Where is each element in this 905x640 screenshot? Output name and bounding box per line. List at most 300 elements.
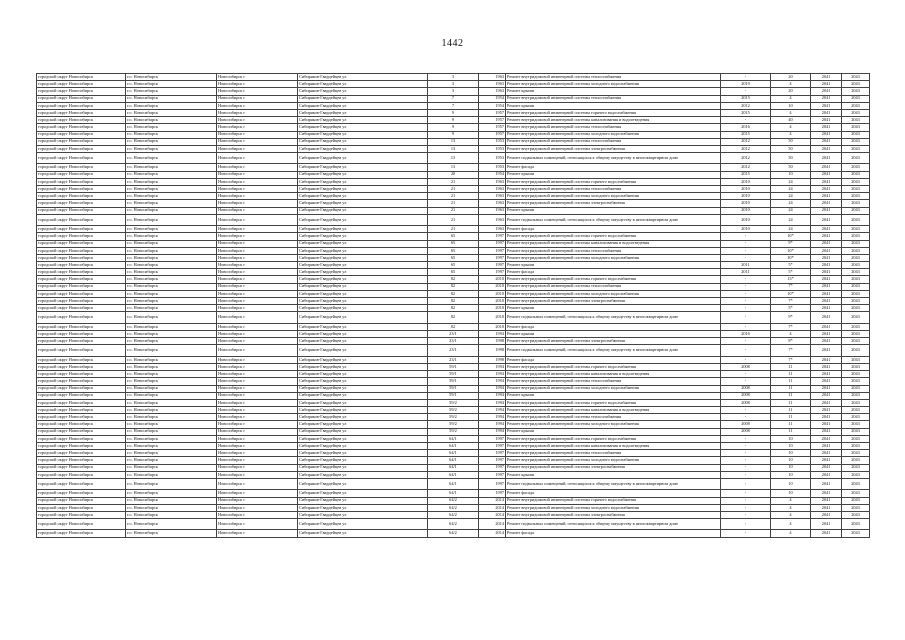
table-row <box>37 186 870 193</box>
year-built-cell: 1963 <box>479 207 506 214</box>
last-repair-year-cell: - <box>721 312 771 323</box>
municipality-cell: городской округ Новосибирск <box>37 414 126 421</box>
house-number-cell: 64/1 <box>428 435 479 442</box>
municipality-cell: городской округ Новосибирск <box>37 178 126 185</box>
period-end-cell: 2043 <box>842 421 870 428</box>
street-cell: Сибиряков-Гвардейцев ул <box>298 247 428 254</box>
district-cell: г.о. Новосибирск <box>126 392 217 399</box>
period-start-cell: 2041 <box>811 421 842 428</box>
period-end-cell: 2043 <box>842 200 870 207</box>
locality-cell: Новосибирск г <box>217 109 298 116</box>
year-built-cell: 1963 <box>479 88 506 95</box>
street-cell: Сибиряков-Гвардейцев ул <box>298 88 428 95</box>
last-repair-year-cell: - <box>721 338 771 345</box>
locality-cell: Новосибирск г <box>217 323 298 330</box>
locality-cell: Новосибирск г <box>217 414 298 421</box>
house-number-cell: 23/1 <box>428 345 479 356</box>
house-number-cell: 65 <box>428 254 479 261</box>
table-row <box>37 138 870 145</box>
last-repair-year-cell: 2010 <box>721 193 771 200</box>
wear-cell: 13* <box>771 276 811 283</box>
house-number-cell: 23/1 <box>428 356 479 363</box>
year-built-cell: 1997 <box>479 457 506 464</box>
period-end-cell: 2043 <box>842 81 870 88</box>
table-row <box>37 269 870 276</box>
year-built-cell: 1997 <box>479 247 506 254</box>
last-repair-year-cell: 2012 <box>721 164 771 171</box>
street-cell: Сибиряков-Гвардейцев ул <box>298 193 428 200</box>
work-type-cell: Ремонт крыши <box>506 471 721 478</box>
locality-cell: Новосибирск г <box>217 363 298 370</box>
wear-cell: 10 <box>771 443 811 450</box>
year-built-cell: 1998 <box>479 345 506 356</box>
period-end-cell: 2043 <box>842 117 870 124</box>
street-cell: Сибиряков-Гвардейцев ул <box>298 363 428 370</box>
wear-cell: 11 <box>771 407 811 414</box>
district-cell: г.о. Новосибирск <box>126 124 217 131</box>
locality-cell: Новосибирск г <box>217 450 298 457</box>
house-number-cell: 82 <box>428 305 479 312</box>
locality-cell: Новосибирск г <box>217 164 298 171</box>
last-repair-year-cell: - <box>721 345 771 356</box>
period-start-cell: 2041 <box>811 153 842 164</box>
wear-cell: 11 <box>771 371 811 378</box>
locality-cell: Новосибирск г <box>217 305 298 312</box>
period-start-cell: 2041 <box>811 233 842 240</box>
district-cell: г.о. Новосибирск <box>126 511 217 518</box>
period-start-cell: 2041 <box>811 131 842 138</box>
street-cell: Сибиряков-Гвардейцев ул <box>298 407 428 414</box>
period-end-cell: 2043 <box>842 138 870 145</box>
locality-cell: Новосибирск г <box>217 443 298 450</box>
district-cell: г.о. Новосибирск <box>126 74 217 81</box>
last-repair-year-cell: - <box>721 530 771 537</box>
district-cell: г.о. Новосибирск <box>126 443 217 450</box>
wear-cell: 24 <box>771 178 811 185</box>
last-repair-year-cell: - <box>721 443 771 450</box>
last-repair-year-cell: 2010 <box>721 200 771 207</box>
year-built-cell: 1963 <box>479 81 506 88</box>
municipality-cell: городской округ Новосибирск <box>37 392 126 399</box>
period-start-cell: 2041 <box>811 450 842 457</box>
period-end-cell: 2043 <box>842 392 870 399</box>
year-built-cell: 1954 <box>479 102 506 109</box>
municipality-cell: городской округ Новосибирск <box>37 435 126 442</box>
wear-cell: 20 <box>771 74 811 81</box>
street-cell: Сибиряков-Гвардейцев ул <box>298 414 428 421</box>
municipality-cell: городской округ Новосибирск <box>37 478 126 489</box>
period-end-cell: 2043 <box>842 511 870 518</box>
table-row <box>37 385 870 392</box>
locality-cell: Новосибирск г <box>217 497 298 504</box>
period-start-cell: 2041 <box>811 200 842 207</box>
municipality-cell: городской округ Новосибирск <box>37 298 126 305</box>
street-cell: Сибиряков-Гвардейцев ул <box>298 421 428 428</box>
year-built-cell: 2010 <box>479 276 506 283</box>
municipality-cell: городской округ Новосибирск <box>37 102 126 109</box>
table-row <box>37 323 870 330</box>
wear-cell: 9* <box>771 240 811 247</box>
period-start-cell: 2041 <box>811 81 842 88</box>
locality-cell: Новосибирск г <box>217 269 298 276</box>
municipality-cell: городской округ Новосибирск <box>37 345 126 356</box>
district-cell: г.о. Новосибирск <box>126 421 217 428</box>
municipality-cell: городской округ Новосибирск <box>37 171 126 178</box>
table-row <box>37 178 870 185</box>
house-number-cell: 65 <box>428 233 479 240</box>
last-repair-year-cell: - <box>721 378 771 385</box>
year-built-cell: 1994 <box>479 330 506 337</box>
wear-cell: 4 <box>771 131 811 138</box>
street-cell: Сибиряков-Гвардейцев ул <box>298 457 428 464</box>
municipality-cell: городской округ Новосибирск <box>37 153 126 164</box>
wear-cell: 4 <box>771 330 811 337</box>
house-number-cell: 21 <box>428 178 479 185</box>
period-end-cell: 2043 <box>842 226 870 233</box>
house-number-cell: 21 <box>428 200 479 207</box>
repair-schedule-table <box>36 73 870 538</box>
wear-cell: 7* <box>771 356 811 363</box>
locality-cell: Новосибирск г <box>217 207 298 214</box>
house-number-cell: 20 <box>428 171 479 178</box>
locality-cell: Новосибирск г <box>217 240 298 247</box>
work-type-cell: Ремонт подвальных помещений, относящихся к общему имуществу в многоквартирном доме <box>506 312 721 323</box>
wear-cell: 10 <box>771 464 811 471</box>
street-cell: Сибиряков-Гвардейцев ул <box>298 385 428 392</box>
period-end-cell: 2043 <box>842 109 870 116</box>
year-built-cell: 1963 <box>479 214 506 225</box>
locality-cell: Новосибирск г <box>217 95 298 102</box>
district-cell: г.о. Новосибирск <box>126 138 217 145</box>
work-type-cell: Ремонт внутридомовой инженерной системы холодного водоснабжения <box>506 421 721 428</box>
period-end-cell: 2043 <box>842 298 870 305</box>
locality-cell: Новосибирск г <box>217 330 298 337</box>
table-row <box>37 276 870 283</box>
table-row <box>37 312 870 323</box>
wear-cell: 5* <box>771 269 811 276</box>
district-cell: г.о. Новосибирск <box>126 435 217 442</box>
period-start-cell: 2041 <box>811 74 842 81</box>
locality-cell: Новосибирск г <box>217 312 298 323</box>
work-type-cell: Ремонт внутридомовой инженерной системы холодного водоснабжения <box>506 131 721 138</box>
wear-cell: 50 <box>771 138 811 145</box>
locality-cell: Новосибирск г <box>217 247 298 254</box>
year-built-cell: 1997 <box>479 262 506 269</box>
locality-cell: Новосибирск г <box>217 81 298 88</box>
table-row <box>37 363 870 370</box>
street-cell: Сибиряков-Гвардейцев ул <box>298 504 428 511</box>
wear-cell: 40 <box>771 117 811 124</box>
wear-cell: 10 <box>771 435 811 442</box>
period-start-cell: 2041 <box>811 330 842 337</box>
period-end-cell: 2043 <box>842 435 870 442</box>
municipality-cell: городской округ Новосибирск <box>37 240 126 247</box>
municipality-cell: городской округ Новосибирск <box>37 385 126 392</box>
locality-cell: Новосибирск г <box>217 171 298 178</box>
period-start-cell: 2041 <box>811 371 842 378</box>
period-end-cell: 2043 <box>842 145 870 152</box>
year-built-cell: 1997 <box>479 464 506 471</box>
district-cell: г.о. Новосибирск <box>126 226 217 233</box>
period-start-cell: 2041 <box>811 323 842 330</box>
last-repair-year-cell: 2008 <box>721 399 771 406</box>
locality-cell: Новосибирск г <box>217 153 298 164</box>
street-cell: Сибиряков-Гвардейцев ул <box>298 378 428 385</box>
municipality-cell: городской округ Новосибирск <box>37 207 126 214</box>
wear-cell: 10 <box>771 171 811 178</box>
wear-cell: 11 <box>771 421 811 428</box>
last-repair-year-cell: 2008 <box>721 385 771 392</box>
year-built-cell: 1963 <box>479 226 506 233</box>
district-cell: г.о. Новосибирск <box>126 497 217 504</box>
house-number-cell: 13 <box>428 164 479 171</box>
work-type-cell: Ремонт внутридомовой инженерной системы холодного водоснабжения <box>506 290 721 297</box>
house-number-cell: 21 <box>428 193 479 200</box>
year-built-cell: 1997 <box>479 435 506 442</box>
period-start-cell: 2041 <box>811 378 842 385</box>
work-type-cell: Ремонт внутридомовой инженерной системы горячего водоснабжения <box>506 435 721 442</box>
work-type-cell: Ремонт внутридомовой инженерной системы холодного водоснабжения <box>506 457 721 464</box>
locality-cell: Новосибирск г <box>217 428 298 435</box>
work-type-cell: Ремонт внутридомовой инженерной системы холодного водоснабжения <box>506 193 721 200</box>
work-type-cell: Ремонт внутридомовой инженерной системы горячего водоснабжения <box>506 363 721 370</box>
work-type-cell: Ремонт внутридомовой инженерной системы горячего водоснабжения <box>506 497 721 504</box>
period-start-cell: 2041 <box>811 345 842 356</box>
wear-cell: 4 <box>771 124 811 131</box>
wear-cell: 4 <box>771 519 811 530</box>
last-repair-year-cell: - <box>721 283 771 290</box>
work-type-cell: Ремонт внутридомовой инженерной системы канализования и водоотведения <box>506 371 721 378</box>
work-type-cell: Ремонт крыши <box>506 207 721 214</box>
work-type-cell: Ремонт внутридомовой инженерной системы холодного водоснабжения <box>506 385 721 392</box>
street-cell: Сибиряков-Гвардейцев ул <box>298 392 428 399</box>
locality-cell: Новосибирск г <box>217 102 298 109</box>
district-cell: г.о. Новосибирск <box>126 504 217 511</box>
district-cell: г.о. Новосибирск <box>126 519 217 530</box>
table-row <box>37 88 870 95</box>
year-built-cell: 1997 <box>479 240 506 247</box>
period-end-cell: 2043 <box>842 153 870 164</box>
last-repair-year-cell: - <box>721 290 771 297</box>
wear-cell: 4 <box>771 81 811 88</box>
district-cell: г.о. Новосибирск <box>126 305 217 312</box>
municipality-cell: городской округ Новосибирск <box>37 371 126 378</box>
table-row <box>37 247 870 254</box>
period-start-cell: 2041 <box>811 290 842 297</box>
locality-cell: Новосибирск г <box>217 345 298 356</box>
table-row <box>37 435 870 442</box>
district-cell: г.о. Новосибирск <box>126 262 217 269</box>
street-cell: Сибиряков-Гвардейцев ул <box>298 399 428 406</box>
house-number-cell: 59/2 <box>428 407 479 414</box>
year-built-cell: 1963 <box>479 74 506 81</box>
period-start-cell: 2041 <box>811 414 842 421</box>
year-built-cell: 2010 <box>479 283 506 290</box>
year-built-cell: 2010 <box>479 305 506 312</box>
district-cell: г.о. Новосибирск <box>126 109 217 116</box>
house-number-cell: 82 <box>428 298 479 305</box>
period-end-cell: 2043 <box>842 88 870 95</box>
house-number-cell: 64/2 <box>428 511 479 518</box>
year-built-cell: 1997 <box>479 269 506 276</box>
period-start-cell: 2041 <box>811 193 842 200</box>
work-type-cell: Ремонт крыши <box>506 171 721 178</box>
locality-cell: Новосибирск г <box>217 233 298 240</box>
house-number-cell: 59/2 <box>428 428 479 435</box>
last-repair-year-cell: 2016 <box>721 124 771 131</box>
wear-cell: 11 <box>771 392 811 399</box>
work-type-cell: Ремонт внутридомовой инженерной системы теплоснабжения <box>506 186 721 193</box>
last-repair-year-cell: 2011 <box>721 269 771 276</box>
district-cell: г.о. Новосибирск <box>126 117 217 124</box>
year-built-cell: 1994 <box>479 371 506 378</box>
page-number: 1442 <box>441 38 464 49</box>
district-cell: г.о. Новосибирск <box>126 371 217 378</box>
table-row <box>37 457 870 464</box>
house-number-cell: 21 <box>428 214 479 225</box>
municipality-cell: городской округ Новосибирск <box>37 164 126 171</box>
work-type-cell: Ремонт внутридомовой инженерной системы теплоснабжения <box>506 95 721 102</box>
municipality-cell: городской округ Новосибирск <box>37 214 126 225</box>
table-row <box>37 407 870 414</box>
period-end-cell: 2043 <box>842 102 870 109</box>
year-built-cell: 1957 <box>479 124 506 131</box>
year-built-cell: 1994 <box>479 363 506 370</box>
year-built-cell: 1963 <box>479 186 506 193</box>
last-repair-year-cell: 2010 <box>721 214 771 225</box>
work-type-cell: Ремонт подвальных помещений, относящихся к общему имуществу в многоквартирном доме <box>506 478 721 489</box>
wear-cell: 24 <box>771 214 811 225</box>
last-repair-year-cell: - <box>721 511 771 518</box>
district-cell: г.о. Новосибирск <box>126 345 217 356</box>
district-cell: г.о. Новосибирск <box>126 356 217 363</box>
district-cell: г.о. Новосибирск <box>126 399 217 406</box>
period-start-cell: 2041 <box>811 207 842 214</box>
year-built-cell: 1957 <box>479 109 506 116</box>
wear-cell: 7* <box>771 345 811 356</box>
locality-cell: Новосибирск г <box>217 226 298 233</box>
work-type-cell: Ремонт крыши <box>506 392 721 399</box>
locality-cell: Новосибирск г <box>217 356 298 363</box>
municipality-cell: городской округ Новосибирск <box>37 338 126 345</box>
period-end-cell: 2043 <box>842 193 870 200</box>
period-start-cell: 2041 <box>811 497 842 504</box>
municipality-cell: городской округ Новосибирск <box>37 504 126 511</box>
municipality-cell: городской округ Новосибирск <box>37 226 126 233</box>
work-type-cell: Ремонт фасада <box>506 530 721 537</box>
house-number-cell: 23/1 <box>428 338 479 345</box>
period-start-cell: 2041 <box>811 490 842 497</box>
last-repair-year-cell: 2012 <box>721 102 771 109</box>
wear-cell: 10 <box>771 457 811 464</box>
wear-cell: 24 <box>771 200 811 207</box>
work-type-cell: Ремонт внутридомовой инженерной системы холодного водоснабжения <box>506 504 721 511</box>
last-repair-year-cell: 2012 <box>721 138 771 145</box>
period-start-cell: 2041 <box>811 428 842 435</box>
municipality-cell: городской округ Новосибирск <box>37 363 126 370</box>
wear-cell: 7* <box>771 283 811 290</box>
municipality-cell: городской округ Новосибирск <box>37 109 126 116</box>
last-repair-year-cell: 2011 <box>721 262 771 269</box>
wear-cell: 50 <box>771 164 811 171</box>
table-row <box>37 171 870 178</box>
period-end-cell: 2043 <box>842 490 870 497</box>
table-row <box>37 290 870 297</box>
house-number-cell: 7 <box>428 95 479 102</box>
locality-cell: Новосибирск г <box>217 385 298 392</box>
year-built-cell: 1994 <box>479 414 506 421</box>
work-type-cell: Ремонт фасада <box>506 226 721 233</box>
last-repair-year-cell: - <box>721 247 771 254</box>
table-row <box>37 511 870 518</box>
last-repair-year-cell: 2012 <box>721 153 771 164</box>
last-repair-year-cell: - <box>721 457 771 464</box>
period-end-cell: 2043 <box>842 371 870 378</box>
locality-cell: Новосибирск г <box>217 178 298 185</box>
house-number-cell: 3 <box>428 74 479 81</box>
last-repair-year-cell: 2010 <box>721 178 771 185</box>
house-number-cell: 64/2 <box>428 497 479 504</box>
period-start-cell: 2041 <box>811 399 842 406</box>
work-type-cell: Ремонт крыши <box>506 88 721 95</box>
street-cell: Сибиряков-Гвардейцев ул <box>298 178 428 185</box>
period-end-cell: 2043 <box>842 464 870 471</box>
year-built-cell: 1997 <box>479 471 506 478</box>
district-cell: г.о. Новосибирск <box>126 95 217 102</box>
period-end-cell: 2043 <box>842 428 870 435</box>
table-row <box>37 164 870 171</box>
period-start-cell: 2041 <box>811 312 842 323</box>
wear-cell: 11 <box>771 414 811 421</box>
table-row <box>37 298 870 305</box>
wear-cell: 5* <box>771 262 811 269</box>
table-row <box>37 471 870 478</box>
year-built-cell: 1963 <box>479 200 506 207</box>
period-end-cell: 2043 <box>842 269 870 276</box>
period-start-cell: 2041 <box>811 226 842 233</box>
year-built-cell: 1994 <box>479 421 506 428</box>
locality-cell: Новосибирск г <box>217 200 298 207</box>
wear-cell: 8* <box>771 338 811 345</box>
period-end-cell: 2043 <box>842 171 870 178</box>
table-row <box>37 240 870 247</box>
wear-cell: 11 <box>771 428 811 435</box>
district-cell: г.о. Новосибирск <box>126 385 217 392</box>
street-cell: Сибиряков-Гвардейцев ул <box>298 164 428 171</box>
year-built-cell: 1997 <box>479 478 506 489</box>
house-number-cell: 23/1 <box>428 330 479 337</box>
table-row <box>37 81 870 88</box>
last-repair-year-cell: - <box>721 450 771 457</box>
district-cell: г.о. Новосибирск <box>126 338 217 345</box>
street-cell: Сибиряков-Гвардейцев ул <box>298 138 428 145</box>
year-built-cell: 1997 <box>479 443 506 450</box>
street-cell: Сибиряков-Гвардейцев ул <box>298 102 428 109</box>
work-type-cell: Ремонт фасада <box>506 164 721 171</box>
house-number-cell: 3 <box>428 81 479 88</box>
municipality-cell: городской округ Новосибирск <box>37 305 126 312</box>
district-cell: г.о. Новосибирск <box>126 450 217 457</box>
table-row <box>37 399 870 406</box>
street-cell: Сибиряков-Гвардейцев ул <box>298 117 428 124</box>
district-cell: г.о. Новосибирск <box>126 283 217 290</box>
work-type-cell: Ремонт крыши <box>506 102 721 109</box>
street-cell: Сибиряков-Гвардейцев ул <box>298 186 428 193</box>
table-row <box>37 450 870 457</box>
table-row <box>37 428 870 435</box>
period-end-cell: 2043 <box>842 323 870 330</box>
locality-cell: Новосибирск г <box>217 464 298 471</box>
